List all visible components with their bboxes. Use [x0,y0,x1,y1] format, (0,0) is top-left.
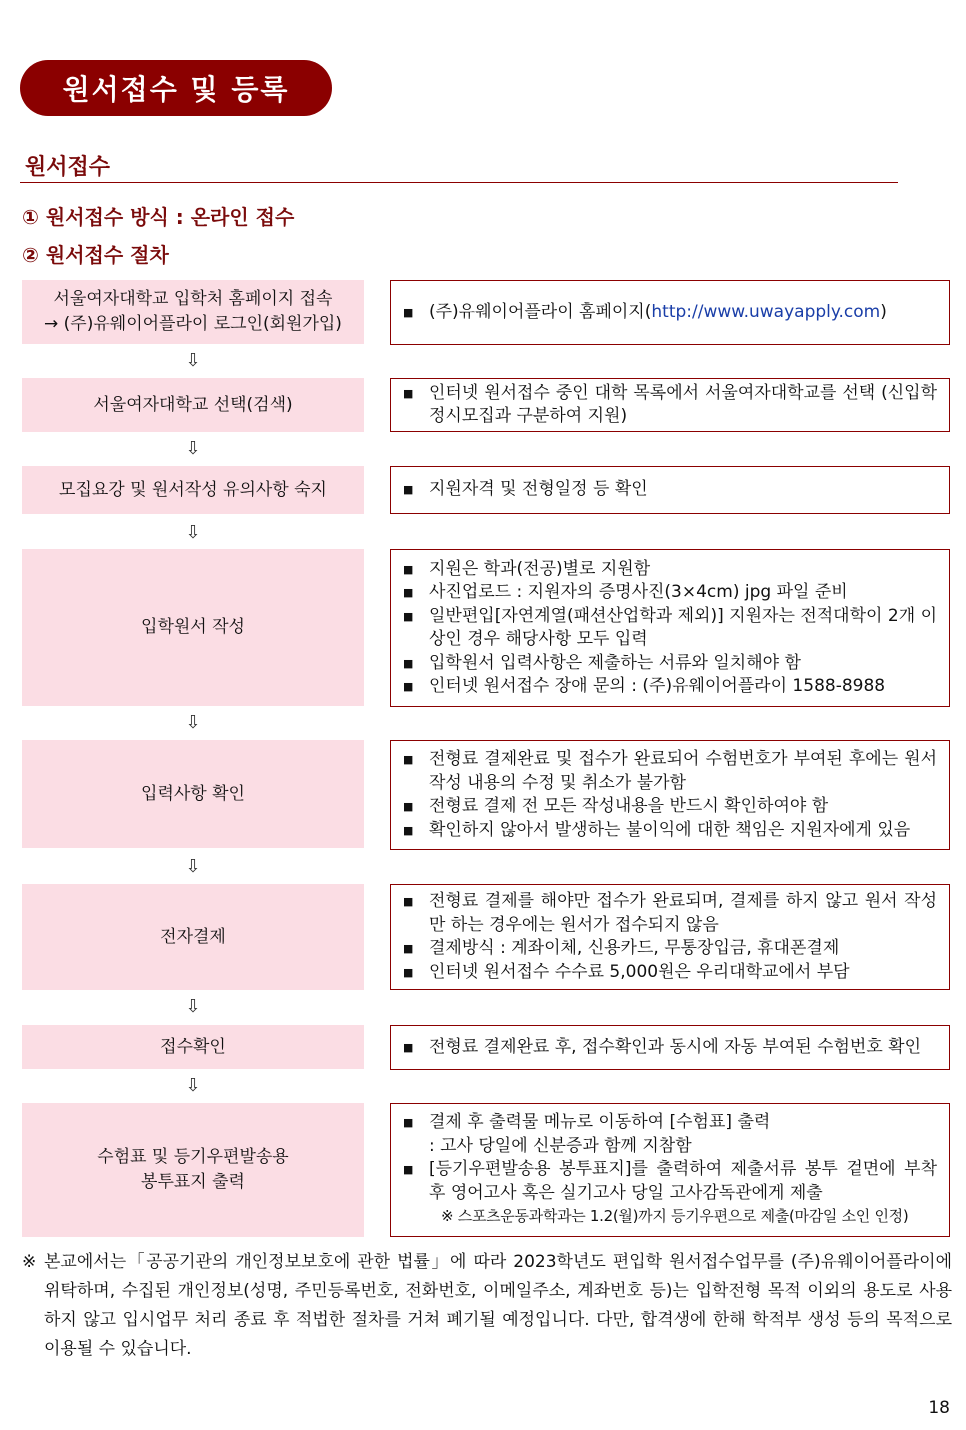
flow-arrow-icon: ⇩ [185,856,201,877]
detail-bullet [403,675,937,699]
bullet-icon: ■ [403,609,414,623]
detail-text: 전형료 결제 전 모든 작성내용을 반드시 확인하여야 함 [429,796,829,816]
detail-text: 결제방식 : 계좌이체, 신용카드, 무통장입금, 휴대폰결제 [429,938,840,958]
privacy-footnote [22,1248,952,1364]
detail-bullet [403,1111,937,1135]
flow-step-8-line-2: 봉투표지 출력 [141,1172,245,1192]
flow-step-1 [22,280,364,344]
page-number: 18 [928,1398,950,1418]
detail-text: 일반편입[자연계열(패션산업학과 제외)] 지원자는 전적대학이 2개 이상인 경우 해당사항 모두 입력 [429,605,937,649]
bullet-icon: ■ [403,1040,414,1054]
flow-arrow-icon: ⇩ [185,438,201,459]
homepage-suffix: ) [880,301,887,322]
footnote-text: 본교에서는「공공기관의 개인정보보호에 관한 법률」에 따라 2023학년도 편입학 원서접수업무를 (주)유웨이어플라이에 위탁하며, 수집된 개인정보(성명, 주민등록번호, 전화번호, 이메일주소, 계좌번호 등)는 입학전형 목적 이외의 용도로 사용하지 않고 입시업무 처리 종료 후 적법한 절차를 거쳐 폐기될 예정입니다. 다만, 합격생에 한해 학적부 생성 등의 목적으로 이용될 수 있습니다. [44,1252,952,1359]
flow-step-3-detail [390,466,950,514]
flow-step-7 [22,1025,364,1069]
bullet-icon: ■ [403,483,414,497]
procedure-heading: ② 원서접수 절차 [22,243,169,267]
flow-step-1-line-1: 서울여자대학교 입학처 홈페이지 접속 [53,289,333,309]
flow-step-6 [22,884,364,990]
detail-text: 전형료 결제를 해야만 접수가 완료되며, 결제를 하지 않고 원서 작성만 하는 경우에는 원서가 접수되지 않음 [429,891,937,935]
detail-text: 사진업로드 : 지원자의 증명사진(3×4cm) jpg 파일 준비 [429,582,848,602]
bullet-icon: ■ [403,386,414,400]
detail-bullet [403,819,937,843]
detail-bullet [403,937,937,961]
detail-bullet [403,558,937,582]
detail-bullet [403,1158,937,1205]
detail-bullet [403,478,937,502]
flow-step-6-detail [390,884,950,990]
detail-text: 인터넷 원서접수 수수료 5,000원은 우리대학교에서 부담 [429,961,850,982]
flow-step-4-detail [390,549,950,707]
flow-step-4-label: 입학원서 작성 [141,617,245,637]
bullet-icon: ■ [403,823,414,837]
bullet-icon: ■ [403,562,414,576]
detail-text: 전형료 결제완료 후, 접수확인과 동시에 자동 부여된 수험번호 확인 [429,1036,922,1057]
detail-bullet [403,795,937,819]
flow-step-7-label: 접수확인 [160,1036,226,1057]
flow-step-7-detail [390,1025,950,1070]
detail-bullet [403,605,937,652]
flow-arrow-icon: ⇩ [185,1075,201,1096]
homepage-link[interactable]: http://www.uwayapply.com [651,301,881,322]
method-heading: ① 원서접수 방식 : 온라인 접수 [22,205,295,229]
flow-step-2-detail [390,378,950,432]
flow-step-5 [22,740,364,848]
bullet-icon: ■ [403,1163,414,1177]
bullet-icon: ■ [403,680,414,693]
section-title: 원서접수 [25,155,111,180]
detail-bullet [403,652,937,676]
detail-text: 결제 후 출력물 메뉴로 이동하여 [수험표] 출력 [429,1112,771,1133]
detail-bullet [403,301,937,325]
flow-arrow-icon: ⇩ [185,350,201,371]
flow-step-3-label: 모집요강 및 원서작성 유의사항 숙지 [59,479,327,500]
detail-bullet [403,961,937,985]
detail-bullet [403,748,937,795]
flow-step-1-line-2: → (주)유웨이어플라이 로그인(회원가입) [44,314,342,334]
flow-step-8-line-1: 수험표 및 등기우편발송용 [97,1147,289,1167]
banner-title: 원서접수 및 등록 [62,73,290,106]
bullet-icon: ■ [403,895,414,908]
detail-text: 지원자격 및 전형일정 등 확인 [429,479,648,500]
homepage-prefix: (주)유웨이어플라이 홈페이지( [429,301,652,322]
detail-text: 확인하지 않아서 발생하는 불이익에 대한 책임은 지원자에게 있음 [429,819,911,840]
bullet-icon: ■ [403,942,414,955]
flow-step-3 [22,466,364,514]
footnote-mark: ※ [22,1252,37,1272]
bullet-icon: ■ [403,800,414,813]
detail-note: ※ 스포츠운동과학과는 1.2(월)까지 등기우편으로 제출(마감일 소인 인정) [441,1207,909,1226]
bullet-icon: ■ [403,1116,414,1130]
bullet-icon: ■ [403,753,414,766]
detail-bullet [403,890,937,937]
flow-step-6-label: 전자결제 [160,926,226,947]
bullet-icon: ■ [403,656,414,670]
flow-step-8-detail [390,1103,950,1237]
detail-bullet [403,581,937,605]
flow-step-5-label: 입력사항 확인 [141,783,245,804]
page-banner [20,60,332,116]
detail-subline: : 고사 당일에 신분증과 함께 지참함 [429,1135,692,1156]
flow-step-2 [22,378,364,432]
detail-bullet [403,382,937,429]
detail-text: 인터넷 원서접수 장애 문의 : (주)유웨이어플라이 1588-8988 [429,676,886,696]
detail-text: [등기우편발송용 봉투표지]를 출력하여 제출서류 봉투 겉면에 부착 후 영어고사 혹은 실기고사 당일 고사감독관에게 제출 [429,1159,937,1203]
flow-step-2-label: 서울여자대학교 선택(검색) [93,394,293,415]
flow-arrow-icon: ⇩ [185,712,201,733]
section-divider [20,182,898,183]
flow-step-5-detail [390,740,950,850]
flow-step-8 [22,1103,364,1237]
bullet-icon: ■ [403,305,414,319]
flow-step-4 [22,549,364,706]
flow-step-1-detail [390,280,950,345]
flow-arrow-icon: ⇩ [185,996,201,1017]
flow-arrow-icon: ⇩ [185,522,201,543]
detail-bullet [403,1036,937,1060]
bullet-icon: ■ [403,965,414,979]
bullet-icon: ■ [403,586,414,599]
detail-text: 전형료 결제완료 및 접수가 완료되어 수험번호가 부여된 후에는 원서작성 내용의 수정 및 취소가 불가함 [429,749,937,793]
detail-text: 인터넷 원서접수 중인 대학 목록에서 서울여자대학교를 선택 (신입학 정시모집과 구분하여 지원) [429,382,937,426]
detail-text: 입학원서 입력사항은 제출하는 서류와 일치해야 함 [429,652,801,673]
detail-text: 지원은 학과(전공)별로 지원함 [429,558,651,579]
